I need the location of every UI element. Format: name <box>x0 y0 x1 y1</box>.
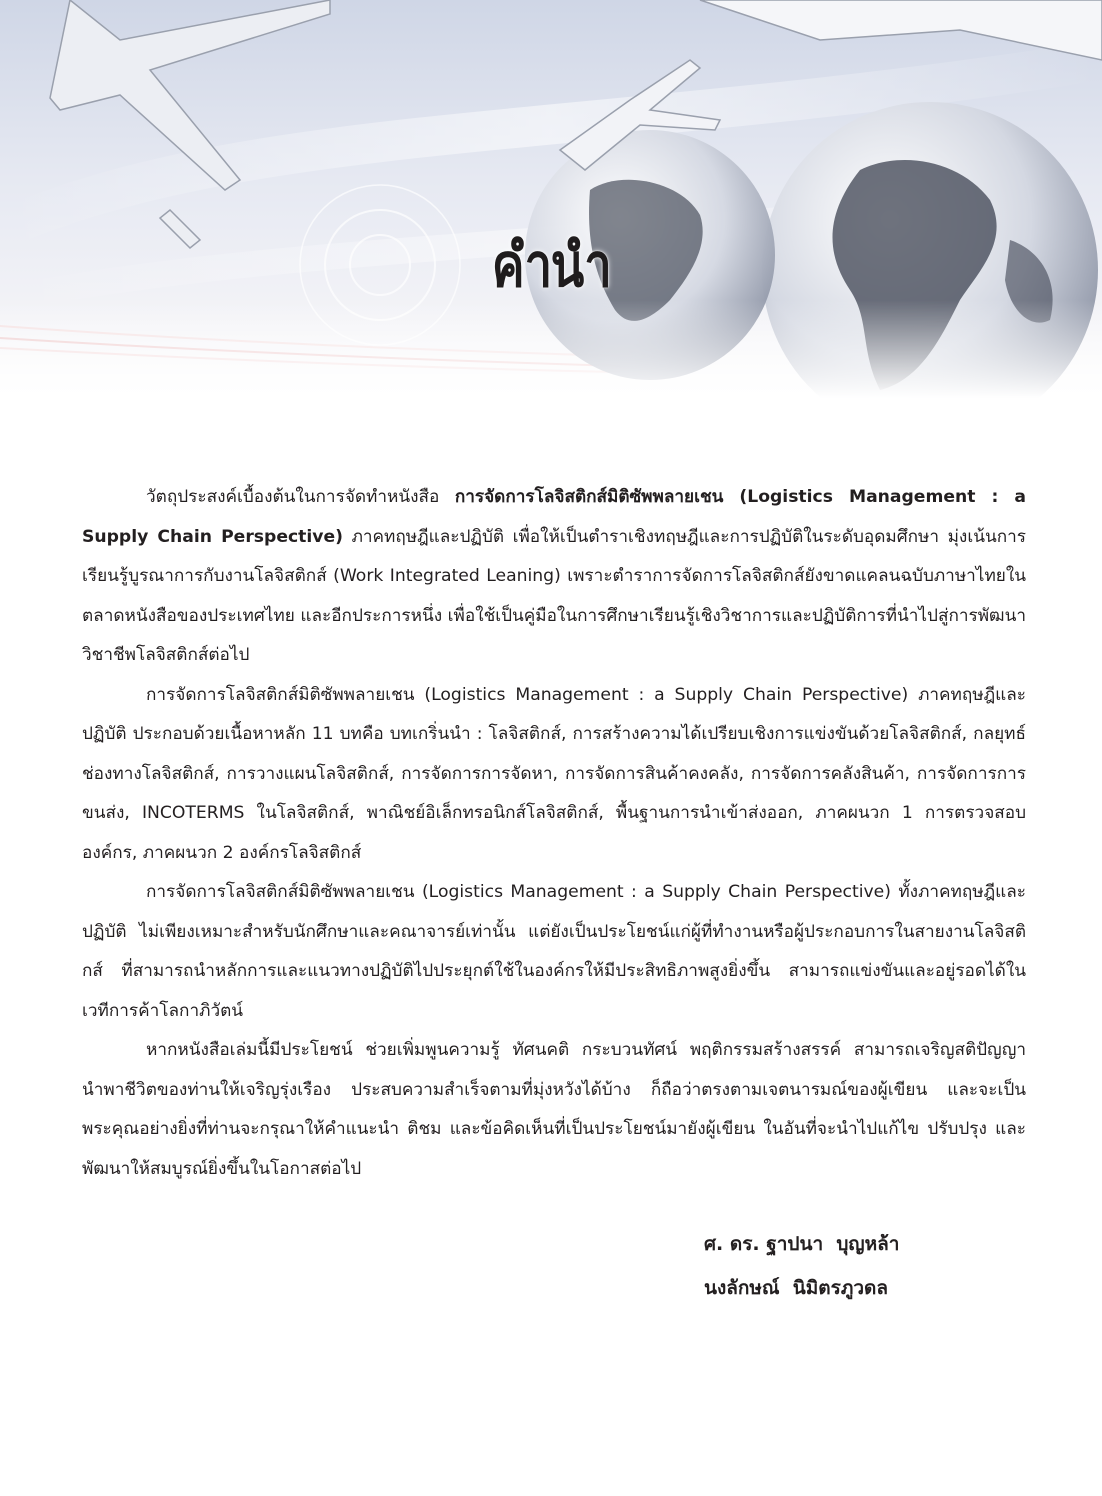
p1-rest: ภาคทฤษฎีและปฏิบัติ เพื่อให้เป็นตำราเชิงทฤษฎีและการปฏิบัติในระดับอุดมศึกษา มุ่งเน้นการเรียนรู้บูรณาการกับงานโลจิสติกส์ (Work Integrated Leaning) เพราะตำราการจัดการโลจิสติกส์ยังขาดแคลนฉบับภาษาไทยในตลาดหนังสือของประเทศไทย และอีกประการหนึ่ง เพื่อใช้เป็นคู่มือในการศึกษาเรียนรู้เชิงวิชาการและปฏิบัติการที่นำไปสู่การพัฒนาวิชาชีพโลจิสติกส์ต่อไป <box>82 526 1026 665</box>
author-name-1: ศ. ดร. ฐาปนา บุญหล้า <box>704 1233 900 1255</box>
header-banner <box>0 0 1102 398</box>
banner-illustration <box>0 0 1102 398</box>
preface-body <box>82 478 1026 1189</box>
page-title: คำนำ <box>491 231 611 301</box>
preface-paragraph-3: การจัดการโลจิสติกส์มิติซัพพลายเชน (Logistics Management : a Supply Chain Perspective) ทั้งภาคทฤษฎีและปฏิบัติ ไม่เพียงเหมาะสำหรับนักศึกษาและคณาจารย์เท่านั้น แต่ยังเป็นประโยชน์แก่ผู้ที่ทำงานหรือผู้ประกอบการในสายงานโลจิสติกส์ ที่สามารถนำหลักการและแนวทางปฏิบัติไปประยุกต์ใช้ในองค์กรให้มีประสิทธิภาพสูงยิ่งขึ้น สามารถแข่งขันและอยู่รอดได้ในเวทีการค้าโลกาภิวัตน์ <box>82 882 1026 1021</box>
author-name-2: นงลักษณ์ นิมิตรภูวดล <box>704 1277 889 1299</box>
preface-paragraph-2: การจัดการโลจิสติกส์มิติซัพพลายเชน (Logistics Management : a Supply Chain Perspective) ภาคทฤษฎีและปฏิบัติ ประกอบด้วยเนื้อหาหลัก 11 บทคือ บทเกริ่นนำ : โลจิสติกส์, การสร้างความได้เปรียบเชิงการแข่งขันด้วยโลจิสติกส์, กลยุทธ์ช่องทางโลจิสติกส์, การวางแผนโลจิสติกส์, การจัดการการจัดหา, การจัดการสินค้าคงคลัง, การจัดการคลังสินค้า, การจัดการการขนส่ง, INCOTERMS ในโลจิสติกส์, พาณิชย์อิเล็กทรอนิกส์โลจิสติกส์, พื้นฐานการนำเข้าส่งออก, ภาคผนวก 1 การตรวจสอบองค์กร, ภาคผนวก 2 องค์กรโลจิสติกส์ <box>82 684 1026 863</box>
p1-intro: วัตถุประสงค์เบื้องต้นในการจัดทำหนังสือ <box>146 487 455 507</box>
book-title: การจัดการโลจิสติกส์มิติซัพพลายเชน (Logistics Management : a Supply Chain Perspective) <box>82 487 1026 547</box>
preface-paragraph-4: หากหนังสือเล่มนี้มีประโยชน์ ช่วยเพิ่มพูนความรู้ ทัศนคติ กระบวนทัศน์ พฤติกรรมสร้างสรรค์ สามารถเจริญสติปัญญา นำพาชีวิตของท่านให้เจริญรุ่งเรือง ประสบความสำเร็จตามที่มุ่งหวังได้บ้าง ก็ถือว่าตรงตามเจตนารมณ์ของผู้เขียน และจะเป็นพระคุณอย่างยิ่งที่ท่านจะกรุณาให้คำแนะนำ ติชม และข้อคิดเห็นที่เป็นประโยชน์มายังผู้เขียน ในอันที่จะนำไปแก้ไข ปรับปรุง และพัฒนาให้สมบูรณ์ยิ่งขึ้นในโอกาสต่อไป <box>82 1040 1026 1179</box>
author-signature <box>704 1222 899 1310</box>
preface-paragraph-1 <box>82 478 1026 676</box>
